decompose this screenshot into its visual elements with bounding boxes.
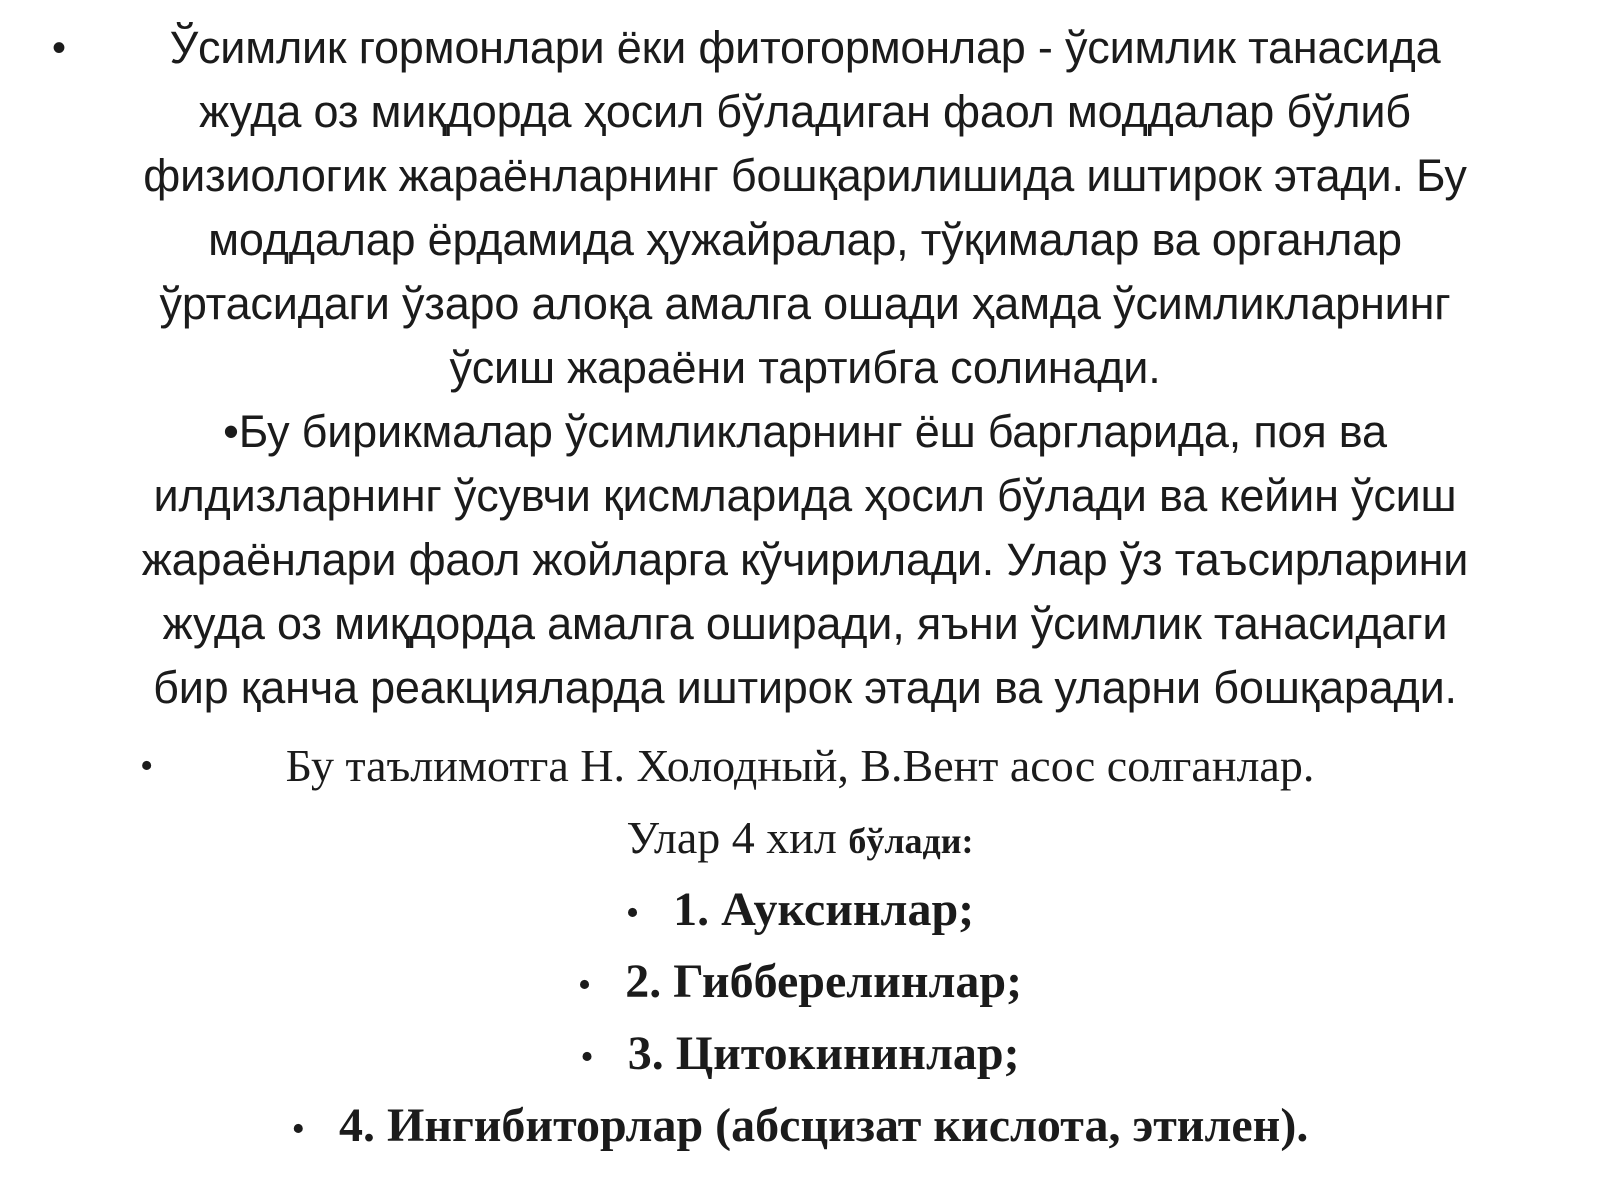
paragraph1-bullet: • [52,26,67,70]
paragraph-line: ўсиш жараёни тартибга солинади. [449,342,1161,393]
authors-statement [0,736,1600,796]
kinds-intro-bold: бўлади: [848,821,974,861]
list-item [0,880,1600,943]
paragraph-phytohormones-definition [70,16,1540,400]
paragraph-line: •Бу бирикмалар ўсимликларнинг ёш баргларида, поя ва [223,406,1387,457]
paragraph-compounds-formation [70,400,1540,720]
authors-bullet: • [140,745,154,787]
paragraph-line: жуда оз миқдорда ҳосил бўладиган фаол моддалар бўлиб [199,86,1411,137]
hormone-type-gibberellins: 2. Гибберелинлар; [625,955,1023,1008]
paragraph-line: Ўсимлик гормонлари ёки фитогормонлар - ўсимлик танасида [169,22,1441,73]
paragraph-line: ўртасидаги ўзаро алоқа амалга ошади ҳамда ўсимликларнинг [159,278,1451,329]
list-bullet: • [580,1036,594,1078]
hormone-type-auxins: 1. Ауксинлар; [673,883,975,936]
paragraph-line: жуда оз миқдорда амалга оширади, яъни ўсимлик танасидаги [162,598,1448,649]
list-item [0,1024,1600,1087]
paragraph-line: физиологик жараёнларнинг бошқарилишида иштирок этади. Бу [143,150,1467,201]
paragraph-line: илдизларнинг ўсувчи қисмларида ҳосил бўлади ва кейин ўсиш [153,470,1457,521]
paragraph-line: жараёнлари фаол жойларга кўчирилади. Улар ўз таъсирларини [141,534,1469,585]
list-item [0,952,1600,1015]
hormone-type-inhibitors: 4. Ингибиторлар (абсцизат кислота, этилен). [338,1099,1309,1152]
authors-text: Бу таълимотга Н. Холодный, В.Вент асос солганлар. [285,740,1315,791]
paragraph-line: бир қанча реакцияларда иштирок этади ва уларни бошқаради. [153,662,1457,713]
paragraph-line: моддалар ёрдамида ҳужайралар, тўқималар ва органлар [208,214,1402,265]
kinds-intro-text: Улар 4 хил [626,812,849,863]
list-bullet: • [291,1108,305,1150]
hormone-type-cytokinins: 3. Цитокининлар; [627,1027,1020,1080]
list-bullet: • [625,892,640,934]
list-item [0,1096,1600,1159]
kinds-intro [0,808,1600,871]
list-bullet: • [577,964,592,1006]
